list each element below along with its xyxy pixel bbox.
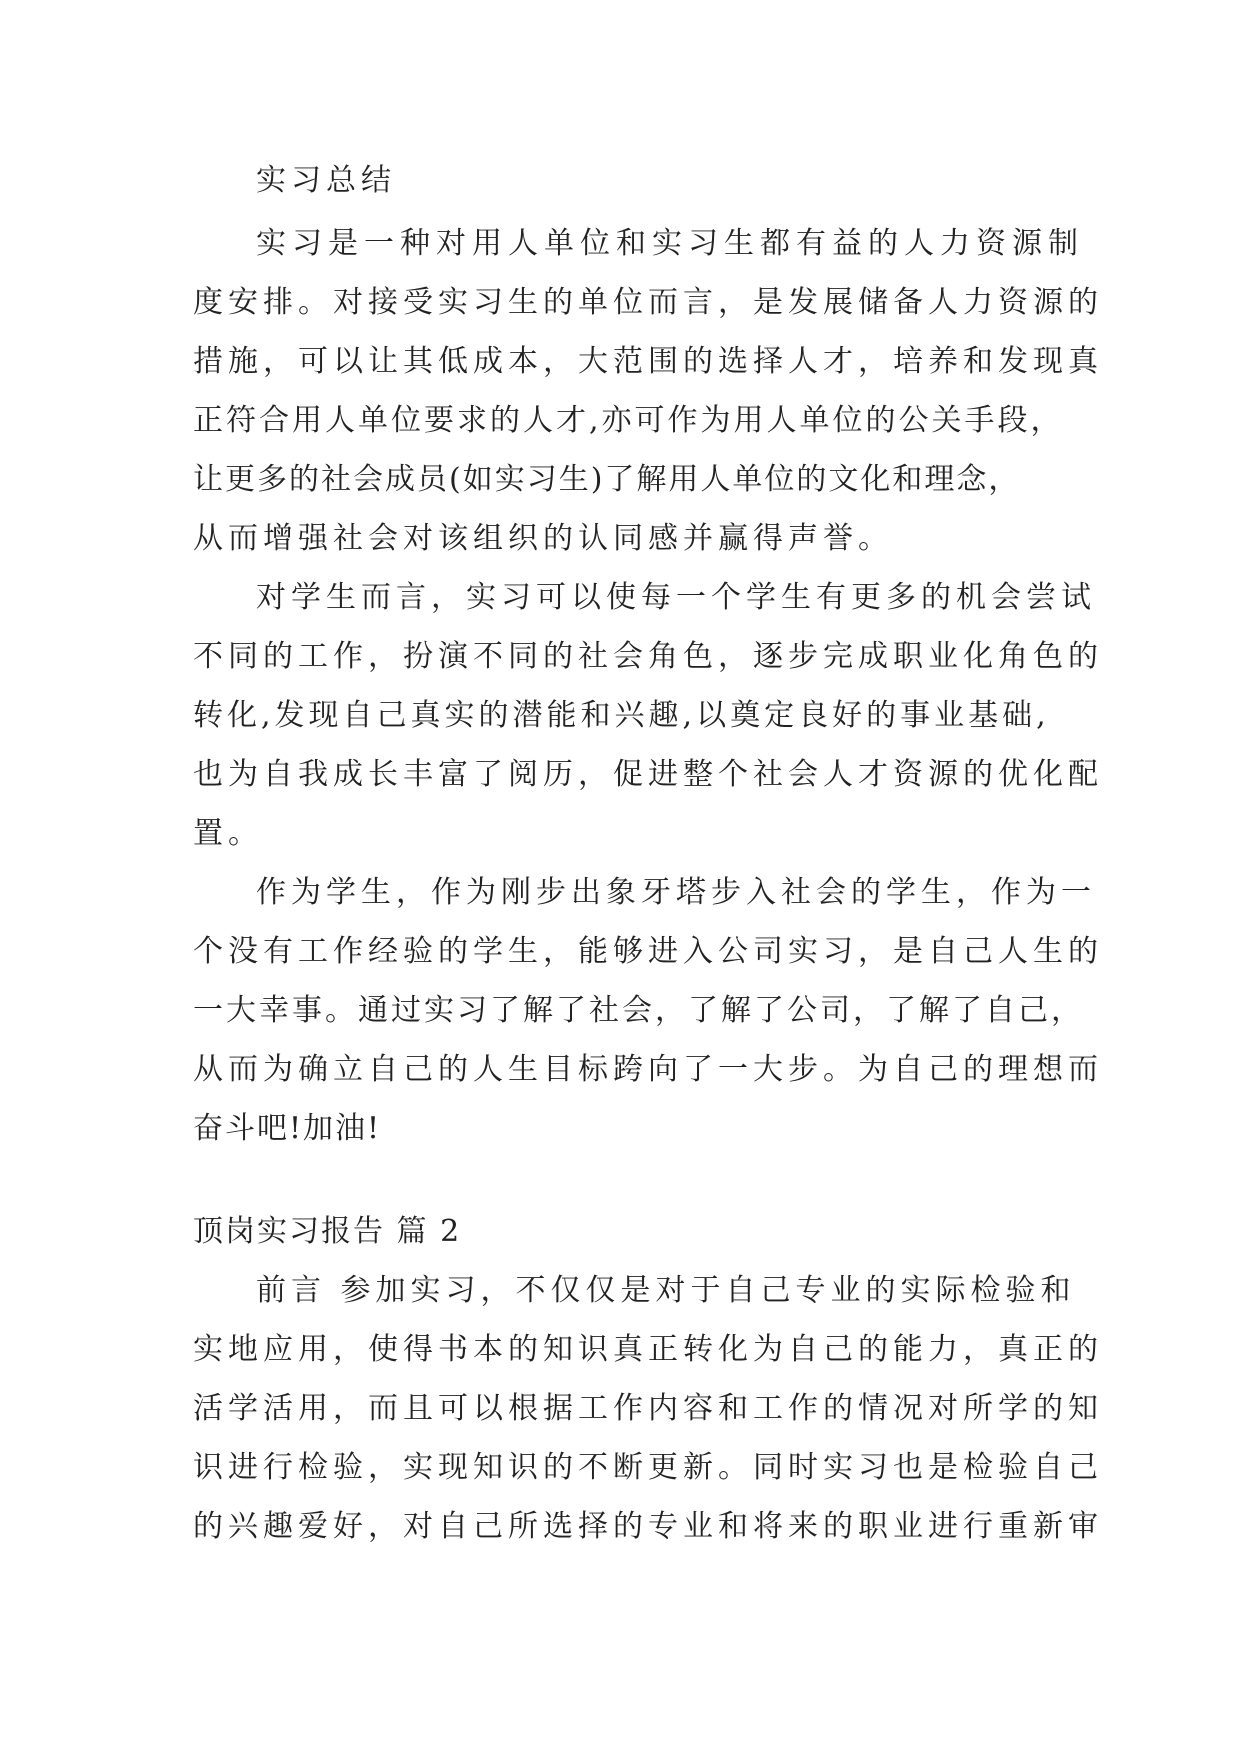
paragraph-1-line: 从而增强社会对该组织的认同感并赢得声誉。: [193, 521, 893, 556]
section-title: 顶岗实习报告 篇 2: [193, 1214, 462, 1249]
paragraph-4-line: 前言 参加实习，不仅仅是对于自己专业的实际检验和: [256, 1273, 1076, 1308]
paragraph-3-line: 个没有工作经验的学生，能够进入公司实习，是自己人生的: [193, 934, 1103, 969]
paragraph-1-line: 度安排。对接受实习生的单位而言，是发展储备人力资源的: [193, 285, 1103, 320]
paragraph-2-line: 转化,发现自己真实的潜能和兴趣,以奠定良好的事业基础,: [193, 698, 1050, 733]
paragraph-2-line: 对学生而言，实习可以使每一个学生有更多的机会尝试: [256, 580, 1096, 615]
paragraph-4-line: 活学活用，而且可以根据工作内容和工作的情况对所学的知: [193, 1391, 1103, 1426]
paragraph-3-line: 一大幸事。通过实习了解了社会，了解了公司，了解了自己，: [193, 993, 1084, 1028]
paragraph-2-line: 也为自我成长丰富了阅历，促进整个社会人才资源的优化配: [193, 757, 1103, 792]
paragraph-2-line: 置。: [193, 816, 263, 851]
paragraph-1-line: 正符合用人单位要求的人才,亦可作为用人单位的公关手段，: [193, 403, 1064, 438]
paragraph-3-line: 作为学生，作为刚步出象牙塔步入社会的学生，作为一: [256, 875, 1096, 910]
paragraph-4-line: 的兴趣爱好，对自己所选择的专业和将来的职业进行重新审: [193, 1509, 1103, 1544]
paragraph-2-line: 不同的工作，扮演不同的社会角色，逐步完成职业化角色的: [193, 639, 1103, 674]
paragraph-1-line: 措施，可以让其低成本，大范围的选择人才，培养和发现真: [193, 344, 1103, 379]
paragraph-4-line: 实地应用，使得书本的知识真正转化为自己的能力，真正的: [193, 1332, 1103, 1367]
paragraph-3-line: 从而为确立自己的人生目标跨向了一大步。为自己的理想而: [193, 1052, 1103, 1087]
paragraph-4-line: 识进行检验，实现知识的不断更新。同时实习也是检验自己: [193, 1450, 1103, 1485]
page-heading: 实习总结: [256, 163, 396, 198]
paragraph-3-line: 奋斗吧!加油!: [193, 1111, 382, 1146]
paragraph-1-line: 让更多的社会成员(如实习生)了解用人单位的文化和理念，: [193, 462, 1021, 497]
paragraph-1-line: 实习是一种对用人单位和实习生都有益的人力资源制: [256, 226, 1084, 261]
